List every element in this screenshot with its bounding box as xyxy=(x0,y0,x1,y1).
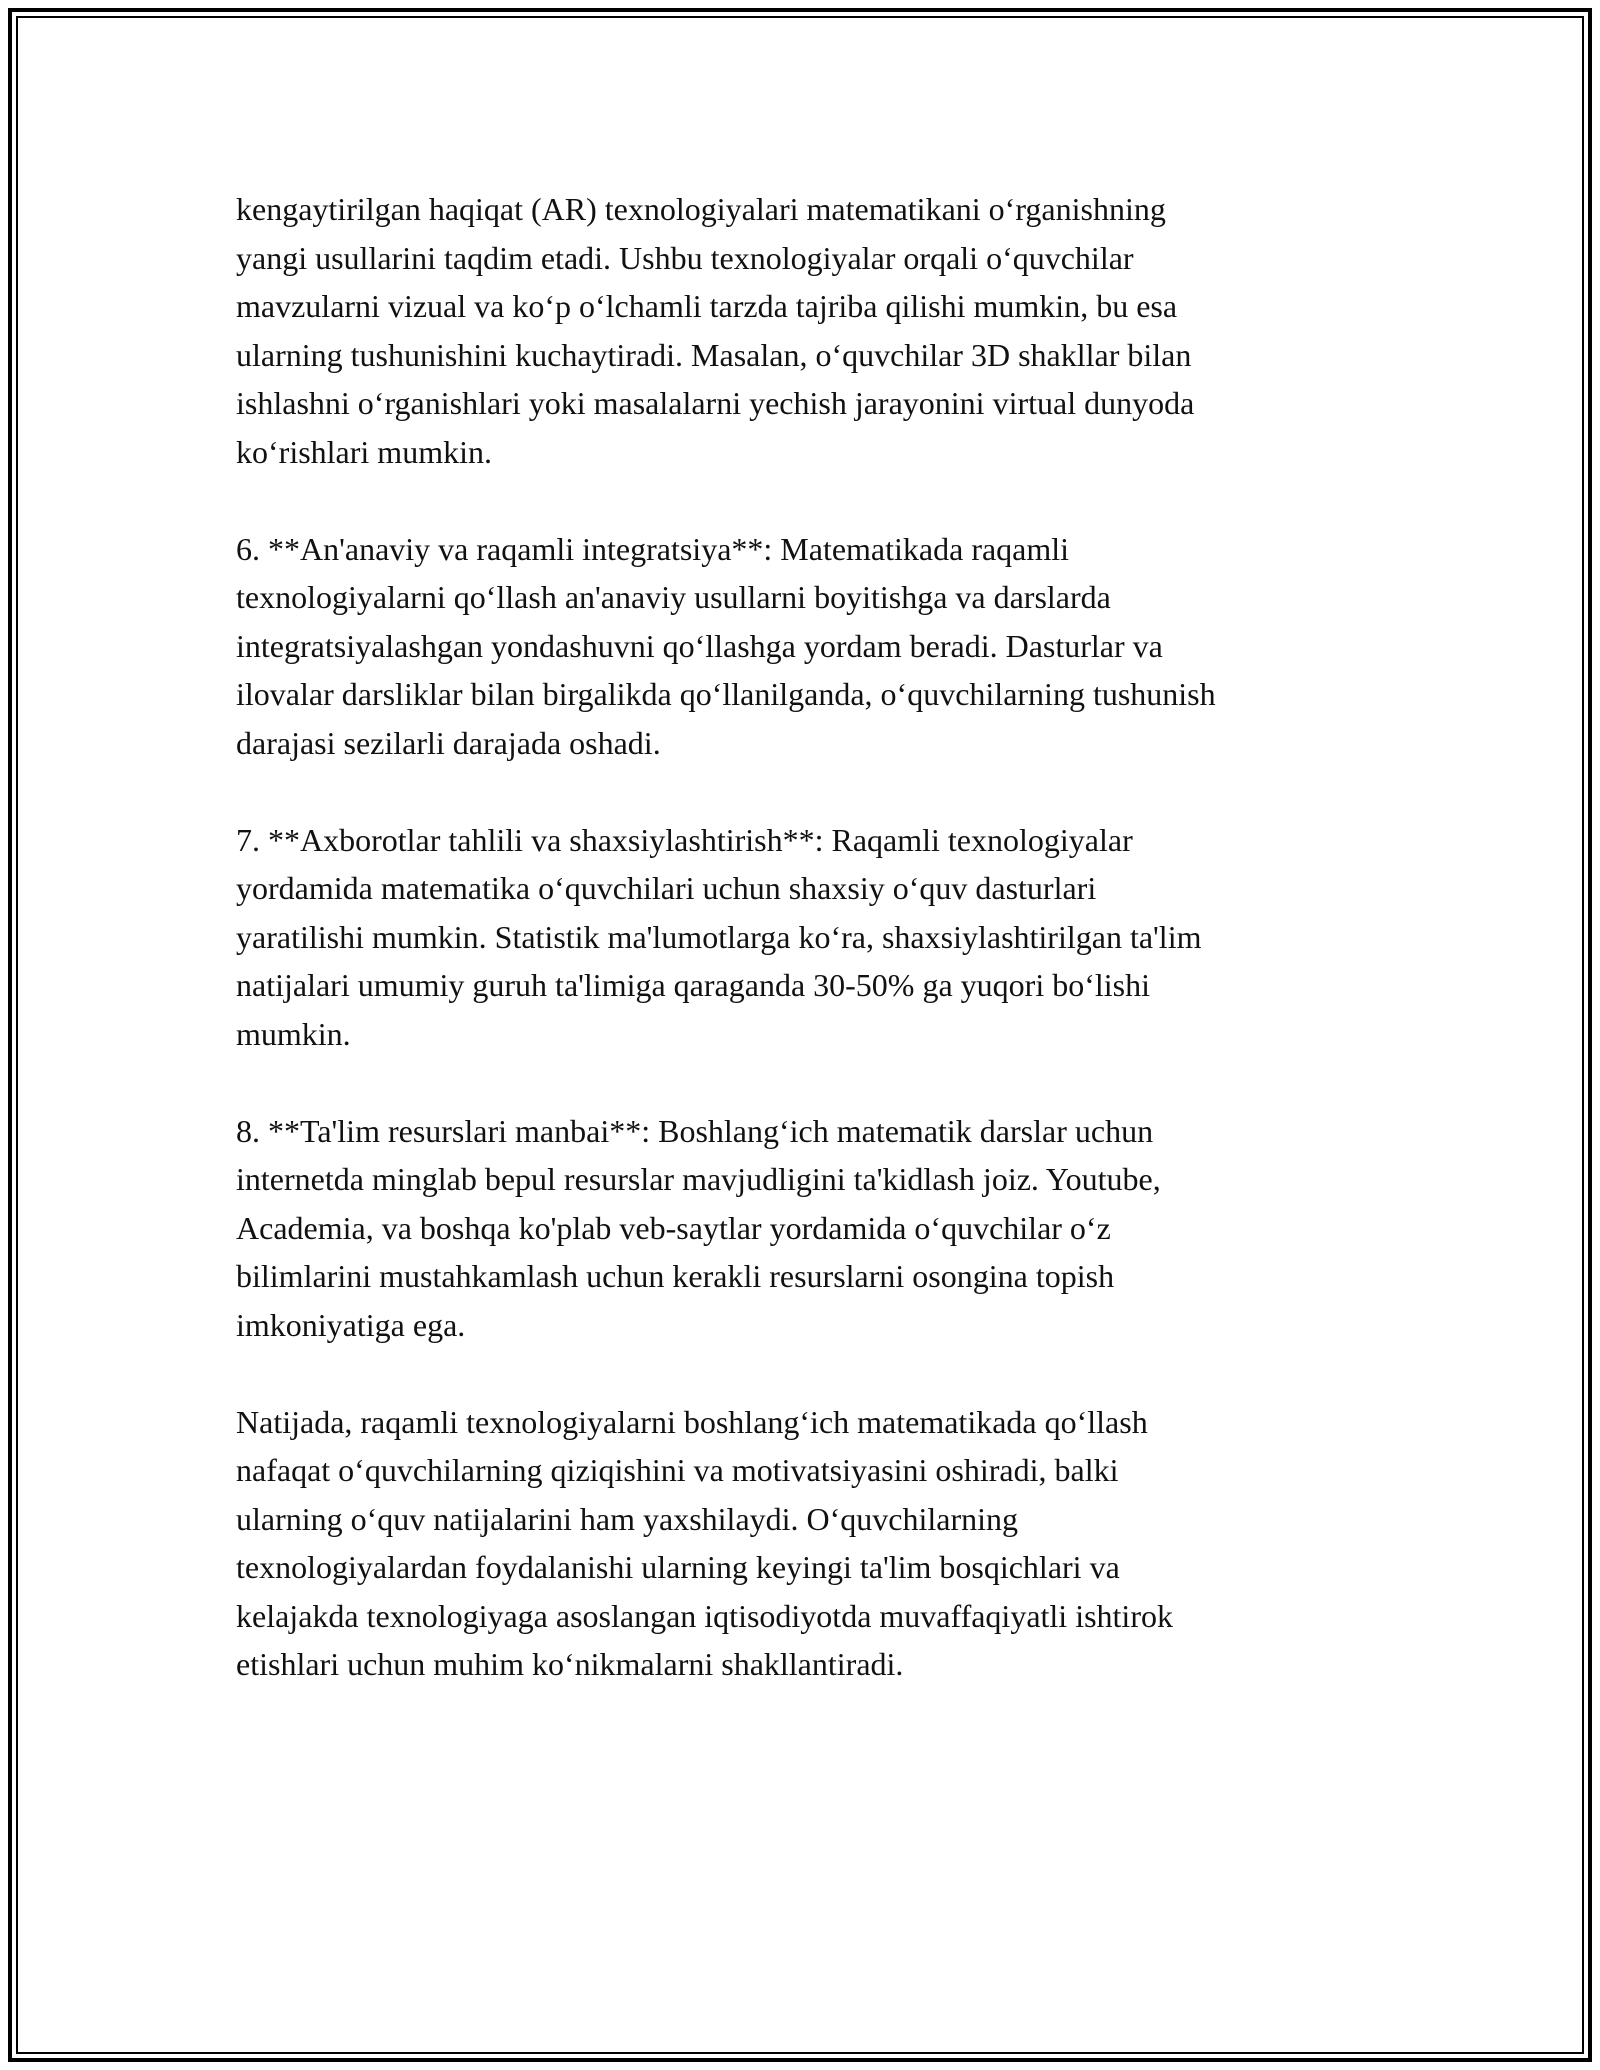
paragraph-conclusion: Natijada, raqamli texnologiyalarni boshlang‘ich matematikada qo‘llash nafaqat o‘quvchilarning qiziqishini va motivatsiyasini oshiradi, balki ularning o‘quv natijalarini ham yaxshilaydi. O‘quvchilarning texnologiyalardan foydalanishi ularning keyingi ta'lim bosqichlari va kelajakda texnologiyaga asoslangan iqtisodiyotda muvaffaqiyatli ishtirok etishlari uchun muhim ko‘nikmalarni shakllantiradi. xyxy=(236,1403,1173,1682)
paragraph-resources: 8. **Ta'lim resurslari manbai**: Boshlang‘ich matematik darslar uchun internetda minglab bepul resurslar mavjudligini ta'kidlash joiz. Youtube, Academia, va boshqa ko'plab veb-saytlar yordamida o‘quvchilar o‘z bilimlarini mustahkamlash uchun kerakli resurslarni osongina topish imkoniyatiga ega. xyxy=(236,1112,1161,1343)
paragraph-personalization: 7. **Axborotlar tahlili va shaxsiylashtirish**: Raqamli texnologiyalar yordamida matematika o‘quvchilari uchun shaxsiy o‘quv dasturlari yaratilishi mumkin. Statistik ma'lumotlarga ko‘ra, shaxsiylashtirilgan ta'lim natijalari umumiy guruh ta'limiga qaraganda 30-50% ga yuqori bo‘lishi mumkin. xyxy=(236,821,1202,1052)
paragraph-ar-technologies: kengaytirilgan haqiqat (AR) texnologiyalari matematikani o‘rganishning yangi usullarini taqdim etadi. Ushbu texnologiyalar orqali o‘quvchilar mavzularni vizual va ko‘p o‘lchamli tarzda tajriba qilishi mumkin, bu esa ularning tushunishini kuchaytiradi. Masalan, o‘quvchilar 3D shakllar bilan ishlashni o‘rganishlari yoki masalalarni yechish jarayonini virtual dunyoda ko‘rishlari mumkin. xyxy=(236,191,1195,470)
document-body xyxy=(236,185,1396,1737)
paragraph-integration: 6. **An'anaviy va raqamli integratsiya**: Matematikada raqamli texnologiyalarni qo‘llash an'anaviy usullarni boyitishga va darslarda integratsiyalashgan yondashuvni qo‘llashga yordam beradi. Dasturlar va ilovalar darsliklar bilan birgalikda qo‘llanilganda, o‘quvchilarning tushunish darajasi sezilarli darajada oshadi. xyxy=(236,530,1216,761)
